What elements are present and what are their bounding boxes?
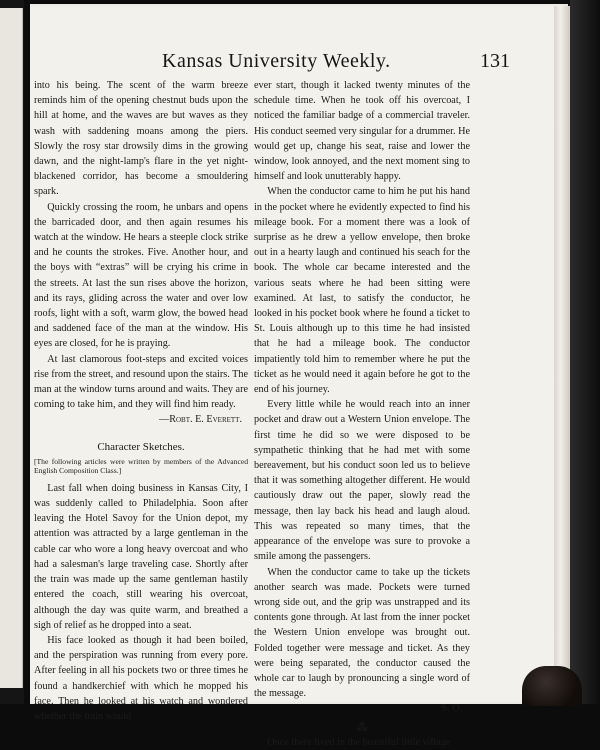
paragraph: Quickly crossing the room, he unbars and opens the barricaded door, and then again resumes his watch at the window. He hears a steeple clock strike and he counts the strokes. Five. Another hour, and the boys with “extras” will be crying his crime in the streets. At last the sun rises above the horizon, and its rays, gliding across the water and over low roofs, light with a soft, warm glow, the bowed head and saddened face of the man at the window. His eyes are closed, for he is praying. [34,201,248,350]
paragraph: ever start, though it lacked twenty minutes of the schedule time. When he took off his overcoat, I noticed the familiar badge of a commercial traveler. His conduct seemed very singular for a drummer. He would get up, change his seat, raise and lower the window, look annoyed, and the next moment sing to himself and look unutterably happy. [254,80,470,183]
paragraph: When the conductor came to take up the tickets another search was made. Pockets were turned wrong side out, and the grip was unstrapped and its contents gone through. At last from the inner pocket the Western Union envelope was brought out. Folded together were message and ticket. As they were being separated, the conductor caused the whole car to laugh by pronouncing a single word of the message. [254,566,470,700]
paragraph: At last clamorous foot-steps and excited voices rise from the street, and resound upon the stairs. The man at the window turns around and waits. They are coming to take him, and they will find him ready. [34,353,248,411]
paragraph: Once there lived in the beautiful little village [267,736,451,748]
left-column [34,78,248,724]
facing-page-edge [0,8,23,688]
running-title: Kansas University Weekly. [162,50,391,72]
paragraph: Every little while he would reach into an inner pocket and draw out a Western Union envelope. The first time he did so we were disposed to be sympathetic thinking that he had met with some bereavement, but his conduct soon led us to believe that it was something altogether different. He would cautiously draw out the paper, slowly read the message, then lay back his head and laugh aloud. This was repeated so many times, that the appearance of the envelope was sure to provoke a smile among the passengers. [254,399,470,563]
paragraph: into his being. The scent of the warm breeze reminds him of the opening chestnut buds upon the hill at home, and the waves are but waves as they wash with saddening moans among the piers. Slowly the rosy star drowsily dims in the growing dawn, and the night-lamp's flare in the yet night-blackened corridor, has become a smouldering spark. [34,80,248,198]
book-spine [570,0,600,704]
author-signature: —Robt. E. Everett. [159,414,242,426]
editor-note: [The following articles were written by members of the Advanced English Composition Class.] [34,456,248,476]
page-stack-edge [554,6,570,704]
paragraph: His face looked as though it had been boiled, and the perspiration was running from every pore. After feeling in all his pockets two or three times he found a handkerchief with which he mopped his face. Then he looked at his watch and wondered whether the train would [34,634,248,722]
section-heading: Character Sketches. [97,440,185,453]
holding-thumb [522,666,582,706]
right-column [254,78,470,750]
page-number: 131 [480,50,510,72]
paragraph: Last fall when doing business in Kansas City, I was suddenly called to Philadelphia. Soon after leaving the Hotel Savoy for the Union depot, my attention was attracted by a large gentleman in the cable car who wore a long heavy overcoat and who had a salesman's large traveling case. Shortly after the train was made up the same gentleman hastily entered the coach, still wearing his overcoat, although the day was quite warm, and breathed a sigh of relief as he dropped into a seat. [34,482,248,631]
page-header [30,50,530,78]
asterism-ornament: ⁂ [356,719,368,734]
paragraph: When the conductor came to him he put his hand in the pocket where he evidently expected to find his mileage book. For a moment there was a look of surprise as he drew a yellow envelope, then broke out in a hearty laugh and continued his seach for the book. The whole car became interested and the various seats where he had been sitting were examined. At last, to satisfy the conductor, he looked in his pocket book where he found a ticket to St. Louis although up to this time he had insisted that he had a mileage book. The conductor impatiently told him to remember where he put the ticket as he would need it again before he got to the end of his journey. [254,186,470,396]
author-initials: S. O. [441,703,462,715]
